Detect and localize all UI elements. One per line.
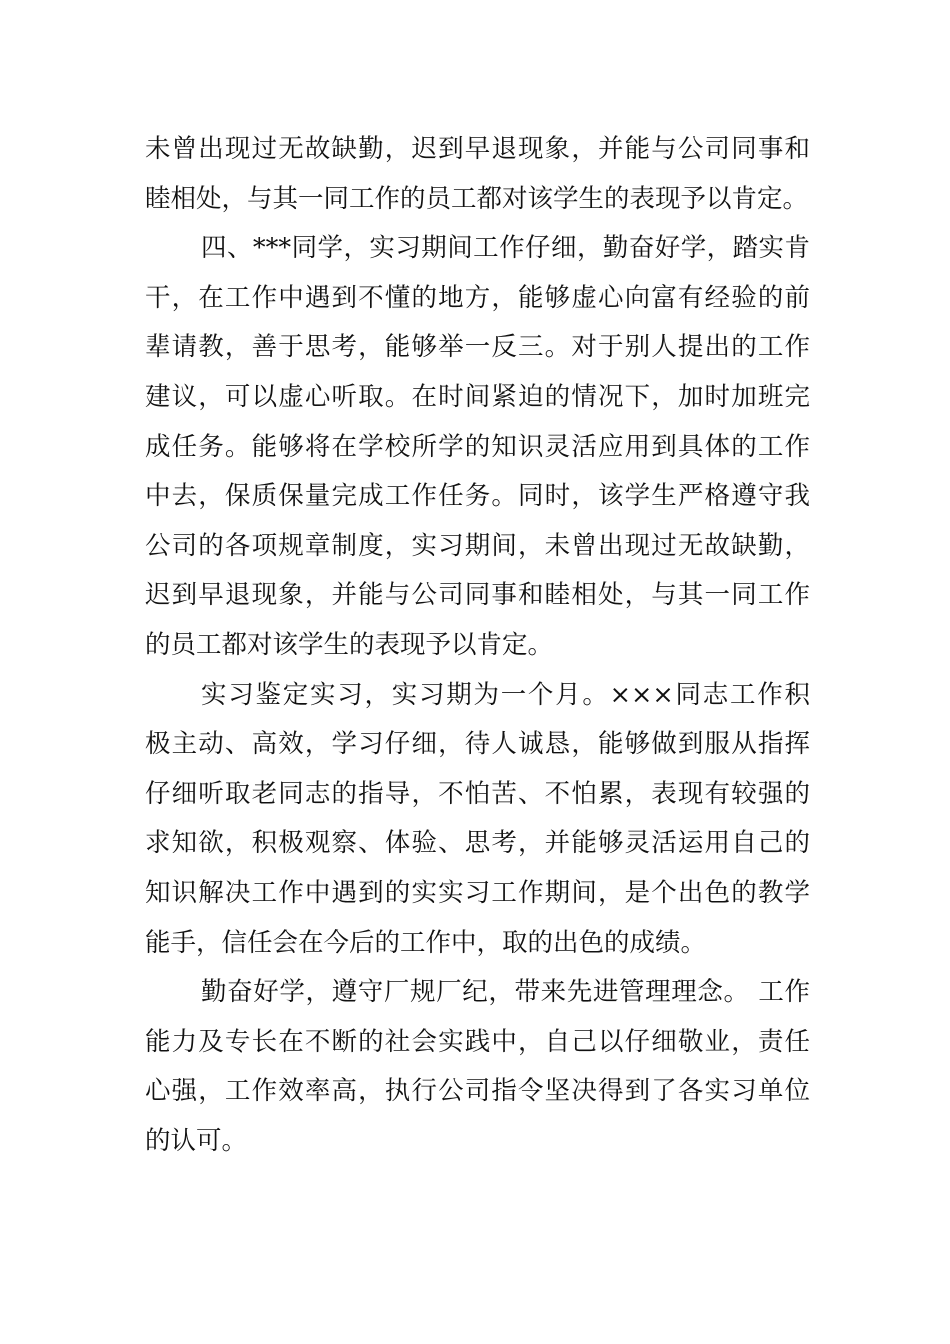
text-line: 成任务。能够将在学校所学的知识灵活应用到具体的工作 bbox=[145, 431, 810, 462]
text-line: 中去，保质保量完成工作任务。同时，该学生严格遵守我 bbox=[145, 481, 810, 512]
text-line: 求知欲，积极观察、体验、思考，并能够灵活运用自己的 bbox=[145, 828, 810, 859]
text-line: 极主动、高效，学习仔细，待人诚恳，能够做到服从指挥 bbox=[145, 729, 810, 760]
text-line: 辈请教，善于思考，能够举一反三。对于别人提出的工作 bbox=[145, 332, 810, 363]
text-line: 未曾出现过无故缺勤，迟到早退现象，并能与公司同事和 bbox=[145, 134, 810, 164]
paragraph-start-line: 四、***同学，实习期间工作仔细，勤奋好学，踏实肯 bbox=[201, 233, 810, 264]
text-line: 仔细听取老同志的指导，不怕苦、不怕累，表现有较强的 bbox=[145, 778, 810, 809]
document-body bbox=[145, 125, 810, 1166]
text-line: 建议，可以虚心听取。在时间紧迫的情况下，加时加班完 bbox=[145, 381, 810, 412]
text-line: 干，在工作中遇到不懂的地方，能够虚心向富有经验的前 bbox=[145, 282, 810, 313]
text-line: 公司的各项规章制度，实习期间，未曾出现过无故缺勤， bbox=[145, 530, 810, 561]
text-line: 迟到早退现象，并能与公司同事和睦相处，与其一同工作 bbox=[145, 580, 810, 611]
text-line: 心强，工作效率高，执行公司指令坚决得到了各实习单位 bbox=[145, 1076, 810, 1107]
text-line: 的员工都对该学生的表现予以肯定。 bbox=[145, 629, 554, 660]
text-line: 睦相处，与其一同工作的员工都对该学生的表现予以肯定。 bbox=[145, 183, 809, 214]
text-line: 的认可。 bbox=[145, 1125, 248, 1156]
text-line: 能力及专长在不断的社会实践中，自己以仔细敬业，责任 bbox=[145, 1026, 810, 1057]
text-line: 能手，信任会在今后的工作中，取的出色的成绩。 bbox=[145, 927, 707, 958]
paragraph-start-line: 勤奋好学，遵守厂规厂纪，带来先进管理理念。 工作 bbox=[201, 977, 810, 1008]
paragraph-start-line: 实习鉴定实习，实习期为一个月。×××同志工作积 bbox=[201, 679, 810, 710]
text-line: 知识解决工作中遇到的实实习工作期间，是个出色的教学 bbox=[145, 877, 810, 908]
